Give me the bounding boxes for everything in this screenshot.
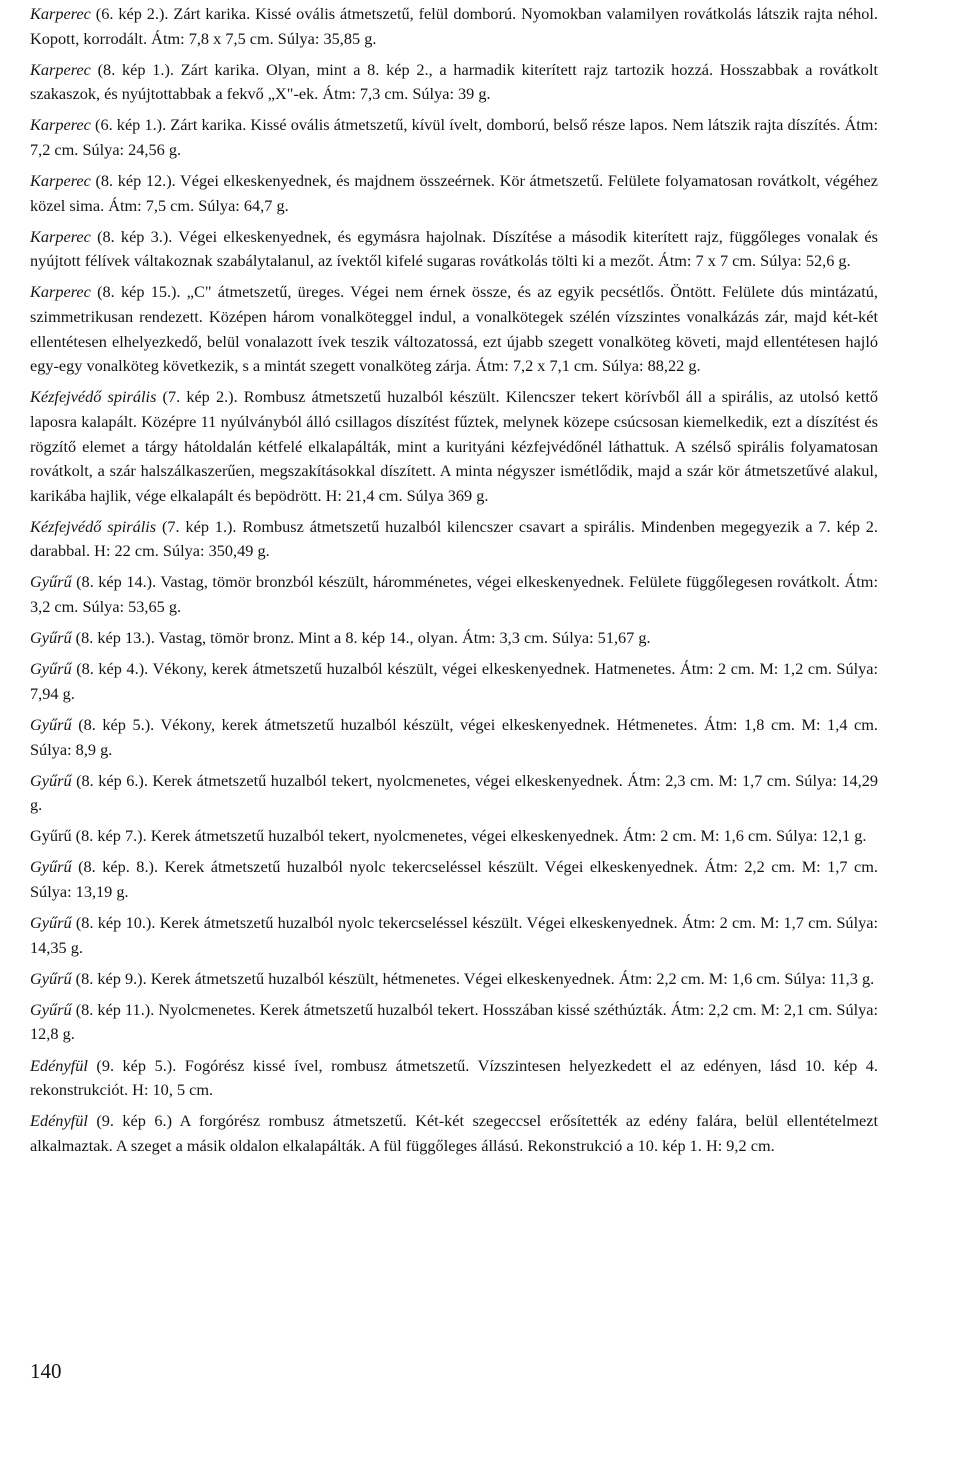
entry-reference: (8. kép 1.). [90, 59, 174, 79]
catalog-entry [30, 280, 878, 378]
entry-reference: (8. kép 3.). [90, 226, 173, 246]
entry-term: Gyűrű [30, 999, 72, 1019]
catalog-entry [30, 1054, 878, 1103]
entry-term: Gyűrű [30, 572, 72, 592]
entry-term: Gyűrű [30, 659, 72, 679]
entry-description: Kerek átmetszetű huzalból tekert, nyolcmenetes, végei elkeskenyednek. Átm: 2,3 cm. M: 1,7 cm. Súlya: 14,29 g. [30, 770, 878, 815]
entry-reference: (8. kép 14.). [71, 572, 157, 592]
entry-reference: (8. kép 6.). [71, 770, 148, 790]
entry-description: Vastag, tömör bronz. Mint a 8. kép 14., olyan. Átm: 3,3 cm. Súlya: 51,67 g. [154, 628, 651, 648]
catalog-entry [30, 626, 878, 651]
entry-term: Gyűrű [30, 857, 72, 877]
catalog-entry [30, 657, 878, 706]
catalog-entry [30, 967, 878, 992]
entry-description: Kerek átmetszetű huzalból tekert, nyolcmenetes, végei elkeskenyednek. Átm: 2 cm. M: 1,6 cm. Súlya: 12,1 g. [146, 826, 867, 846]
entry-term: Karperec [30, 59, 91, 79]
catalog-entry [30, 570, 878, 619]
entry-term: Kézfejvédő spirális [30, 387, 157, 407]
entry-description: Kerek átmetszetű huzalból nyolc tekercseléssel készült. Végei elkeskenyednek. Átm: 2 cm. M: 1,7 cm. Súlya: 14,35 g. [30, 913, 878, 957]
entry-description: Fogórész kissé ível, rombusz átmetszetű. Vízszintesen helyezkedett el az edényen, lásd 10. kép 4. rekonstrukciót. H: 10, 5 cm. [30, 1055, 878, 1100]
entry-reference: (8. kép. 8.). [71, 857, 159, 877]
entry-description: Zárt karika. Olyan, mint a 8. kép 2., a harmadik kiterített rajz tartozik hozzá. Hosszabbak a rovátkolt szakaszok, és nyújtottabbak a fekvő „X"-ek. Átm: 7,3 cm. Súlya: 39 g. [30, 59, 878, 104]
entry-description: Zárt karika. Kissé ovális átmetszetű, kívül ívelt, domború, belső része lapos. Nem látszik rajta díszítés. Átm: 7,2 cm. Súlya: 24,56 g. [30, 115, 878, 159]
entry-reference: (8. kép 11.). [71, 999, 155, 1019]
entry-reference: (9. kép 6.) [87, 1111, 173, 1131]
entry-reference: Gyűrű (8. kép 7.). [30, 826, 147, 846]
entry-term: Gyűrű [30, 770, 72, 790]
page-number: 140 [30, 1359, 62, 1383]
entry-description: Rombusz átmetszetű huzalból készült. Kilencszer tekert körívből áll a spirális, az utolsó kettő laposra kalapált. Középre 11 nyúlványból álló csillagos díszítést fűztek, melynek közepe csúcsosan kiemelkedik, ezt a díszítést és rögzítő elemet a tárgy hátoldalán kétfelé elkalapálták, mint a kurityáni kézfejvédőnél láthattuk. A szélső spirális folyamatosan rovátkolt, a szár halszálkaszerűen, megszakításokkal díszített. A minta négyszer ismétlődik, majd a szár kör átmetszetűvé alakul, karikába hajlik, vége elkalapált és bepödrött. H: 21,4 cm. Súlya 369 g. [30, 387, 879, 505]
entry-description: Kerek átmetszetű huzalból készült, hétmenetes. Végei elkeskenyednek. Átm: 2,2 cm. M: 1,6 cm. Súlya: 11,3 g. [146, 968, 875, 988]
entry-reference: (7. kép 2.). [156, 387, 238, 407]
entry-term: Karperec [30, 226, 91, 246]
entry-description: Végei elkeskenyednek, és majdnem összeérnek. Kör átmetszetű. Felülete folyamatosan rovátkolt, végéhez közel sima. Átm: 7,5 cm. Súlya: 64,7 g. [30, 171, 878, 215]
entry-reference: (8. kép 15.). [90, 282, 181, 302]
catalog-entry [30, 998, 878, 1047]
catalog-entry [30, 58, 878, 107]
catalog-entry [30, 769, 878, 818]
entry-term: Gyűrű [30, 913, 72, 933]
entry-description: Vastag, tömör bronzból készült, háromménetes, végei elkeskenyednek. Felülete függőlegesen rovátkolt. Átm: 3,2 cm. Súlya: 53,65 g. [30, 572, 878, 617]
entry-reference: (8. kép 10.). [71, 913, 156, 933]
entry-term: Karperec [30, 171, 91, 191]
catalog-entry [30, 113, 878, 162]
entry-reference: (8. kép 4.). [71, 659, 149, 679]
catalog-entries [30, 2, 878, 1165]
entry-description: A forgórész rombusz átmetszetű. Két-két szegeccsel erősítették az edény falára, belül ellentételmezt alkalmaztak. A szeget a másik oldalon elkalapálták. A fül függőleges állású. Rekonstrukció a 10. kép 1. H: 9,2 cm. [30, 1111, 878, 1155]
entry-term: Karperec [30, 282, 91, 302]
catalog-entry [30, 225, 878, 274]
entry-reference: (8. kép 5.). [71, 714, 155, 734]
entry-reference: (6. kép 1.). [90, 115, 167, 135]
entry-term: Gyűrű [30, 714, 72, 734]
entry-description: „C" átmetszetű, üreges. Végei nem érnek össze, és az egyik pecsétlős. Öntött. Felülete dús mintázatú, szimmetrikusan rendezett. Középen három vonalköteggel indul, a vonalkötegek szélén vízszintes vonalkázás zár, majd két-két ellentétesen elhelyezkedő, belül vonalazott ívek teszik változatossá, ezt újabb szegett vonalköteg követi, majd ellentétesen hajló egy-egy vonalköteg következik, s a mintát szegett vonalköteg zárja. Átm: 7,2 x 7,1 cm. Súlya: 88,22 g. [30, 282, 878, 376]
entry-term: Gyűrű [30, 968, 72, 988]
catalog-entry [30, 911, 878, 960]
entry-description: Rombusz átmetszetű huzalból kilencszer csavart a spirális. Mindenben megegyezik a 7. kép 2. darabbal. H: 22 cm. Súlya: 350,49 g. [30, 516, 879, 561]
catalog-entry [30, 385, 878, 508]
entry-description: Vékony, kerek átmetszetű huzalból készült, végei elkeskenyednek. Hétmenetes. Átm: 1,8 cm. M: 1,4 cm. Súlya: 8,9 g. [30, 714, 879, 759]
entry-term: Edényfül [30, 1111, 88, 1131]
entry-reference: (8. kép 9.). [71, 968, 147, 988]
entry-term: Edényfül [30, 1055, 88, 1075]
catalog-entry [30, 515, 878, 564]
catalog-entry [30, 824, 878, 849]
entry-term: Karperec [30, 115, 91, 135]
entry-description: Végei elkeskenyednek, és egymásra hajolnak. Díszítése a második kiterített rajz, függőleges vonalak és nyújtott félívek váltakoznak szabálytalanul, az ívektől kifelé sugaras rovátkolás tölti ki a mezőt. Átm: 7 x 7 cm. Súlya: 52,6 g. [30, 226, 878, 271]
entry-term: Kézfejvédő spirális [30, 516, 157, 536]
entry-reference: (8. kép 13.). [71, 628, 155, 648]
entry-term: Karperec [30, 4, 91, 23]
entry-description: Kerek átmetszetű huzalból nyolc tekercseléssel készült. Végei elkeskenyednek. Átm: 2,2 cm. M: 1,7 cm. Súlya: 13,19 g. [30, 857, 879, 901]
entry-description: Zárt karika. Kissé ovális átmetszetű, felül domború. Nyomokban valamilyen rovátkolás látszik rajta néhol. Kopott, korrodált. Átm: 7,8 x 7,5 cm. Súlya: 35,85 g. [30, 4, 878, 48]
catalog-entry [30, 1109, 878, 1158]
entry-reference: (6. kép 2.). [90, 4, 169, 23]
catalog-entry [30, 169, 878, 218]
entry-reference: (8. kép 12.). [90, 171, 176, 191]
entry-description: Nyolcmenetes. Kerek átmetszetű huzalból tekert. Hosszában kissé széthúzták. Átm: 2,2 cm. M: 2,1 cm. Súlya: 12,8 g. [30, 999, 878, 1044]
catalog-entry [30, 2, 878, 51]
entry-description: Vékony, kerek átmetszetű huzalból készült, végei elkeskenyednek. Hatmenetes. Átm: 2 cm. M: 1,2 cm. Súlya: 7,94 g. [30, 659, 878, 703]
catalog-entry [30, 713, 878, 762]
entry-term: Gyűrű [30, 628, 72, 648]
catalog-entry [30, 855, 878, 904]
entry-reference: (7. kép 1.). [156, 516, 237, 536]
entry-reference: (9. kép 5.). [87, 1055, 177, 1075]
